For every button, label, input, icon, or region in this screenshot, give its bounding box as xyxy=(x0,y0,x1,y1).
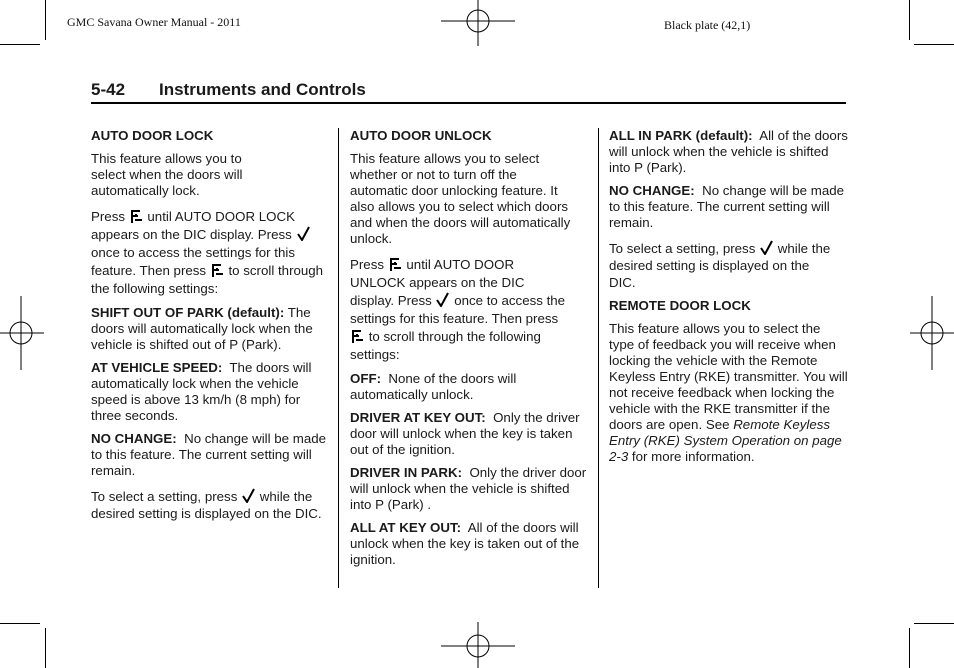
dic-menu-icon xyxy=(130,210,143,223)
checkmark-icon xyxy=(760,240,773,255)
column-3 xyxy=(609,128,849,472)
paragraph: This feature allows you to select the type of feedback you will receive when locking the vehicle with the Remote Keyless Entry (RKE) transmitter. You will not receive feedback when locking the vehicle with the RKE transmitter if the doors are open. See Remote Keyless Entry (RKE) System Operation on page 2-3 for more information. xyxy=(609,321,848,464)
setting-option: SHIFT OUT OF PARK (default): The doors will automatically lock when the vehicle is shifted out of P (Park). xyxy=(91,305,313,352)
heading-auto-door-lock: AUTO DOOR LOCK xyxy=(91,128,214,143)
paragraph: Press until AUTO DOOR LOCK appears on the DIC display. Press once to access the settings for this feature. Then press to scroll through the following settings: xyxy=(91,209,324,296)
section-rule xyxy=(91,102,846,104)
dic-menu-icon xyxy=(351,330,364,343)
crop-mark-bottom-right-v xyxy=(909,628,910,668)
crop-mark-bottom-left-h xyxy=(0,623,40,624)
heading-auto-door-unlock: AUTO DOOR UNLOCK xyxy=(350,128,492,143)
setting-option: DRIVER AT KEY OUT: Only the driver door will unlock when the key is taken out of the ignition. xyxy=(350,410,580,457)
registration-mark-top xyxy=(441,0,515,46)
paragraph: Press until AUTO DOOR UNLOCK appears on the DIC display. Press once to access the settings for this feature. Then press to scroll through the following settings: xyxy=(350,257,566,362)
column-divider-1 xyxy=(338,128,339,588)
paragraph: This feature allows you to select whether or not to turn off the automatic door unlocking feature. It also allows you to select which doors and when the doors will automatically unlock. xyxy=(350,151,571,246)
registration-mark-left xyxy=(0,296,44,370)
registration-mark-right xyxy=(910,296,954,370)
crop-mark-top-right-h xyxy=(914,44,954,45)
column-2 xyxy=(350,128,590,575)
checkmark-icon xyxy=(242,488,255,503)
cross-reference-link[interactable]: Remote Keyless Entry (RKE) System Operation on page 2-3 xyxy=(609,417,842,464)
section-title: Instruments and Controls xyxy=(159,80,366,99)
setting-option: NO CHANGE: No change will be made to this feature. The current setting will remain. xyxy=(609,183,845,230)
checkmark-icon xyxy=(297,226,310,241)
setting-option: ALL IN PARK (default): All of the doors will unlock when the vehicle is shifted into P (Park). xyxy=(609,128,848,175)
crop-mark-bottom-right-h xyxy=(914,623,954,624)
checkmark-icon xyxy=(436,292,449,307)
dic-menu-icon xyxy=(389,258,402,271)
section-heading xyxy=(91,80,846,100)
paragraph: This feature allows you to select when the doors will automatically lock. xyxy=(91,151,243,198)
crop-mark-top-right-v xyxy=(909,0,910,40)
setting-option: OFF: None of the doors will automatically unlock. xyxy=(350,371,517,402)
column-divider-2 xyxy=(598,128,599,588)
manual-title: GMC Savana Owner Manual - 2011 xyxy=(67,15,241,29)
crop-mark-top-left-v xyxy=(45,0,46,40)
dic-menu-icon xyxy=(211,264,224,277)
setting-option: AT VEHICLE SPEED: The doors will automatically lock when the vehicle speed is above 13 km/h (8 mph) for three seconds. xyxy=(91,360,312,423)
paragraph: To select a setting, press while the desired setting is displayed on the DIC. xyxy=(91,489,322,521)
setting-option: DRIVER IN PARK: Only the driver door will unlock when the vehicle is shifted into P (Park) . xyxy=(350,465,587,512)
plate-label: Black plate (42,1) xyxy=(664,18,751,32)
crop-mark-top-left-h xyxy=(0,44,40,45)
registration-mark-bottom xyxy=(441,622,515,668)
page-number: 5-42 xyxy=(91,80,126,99)
setting-option: ALL AT KEY OUT: All of the doors will unlock when the key is taken out of the ignition. xyxy=(350,520,580,567)
setting-option: NO CHANGE: No change will be made to this feature. The current setting will remain. xyxy=(91,431,327,478)
column-1 xyxy=(91,128,331,529)
paragraph: To select a setting, press while the desired setting is displayed on the DIC. xyxy=(609,241,831,290)
heading-remote-door-lock: REMOTE DOOR LOCK xyxy=(609,298,751,313)
crop-mark-bottom-left-v xyxy=(45,628,46,668)
